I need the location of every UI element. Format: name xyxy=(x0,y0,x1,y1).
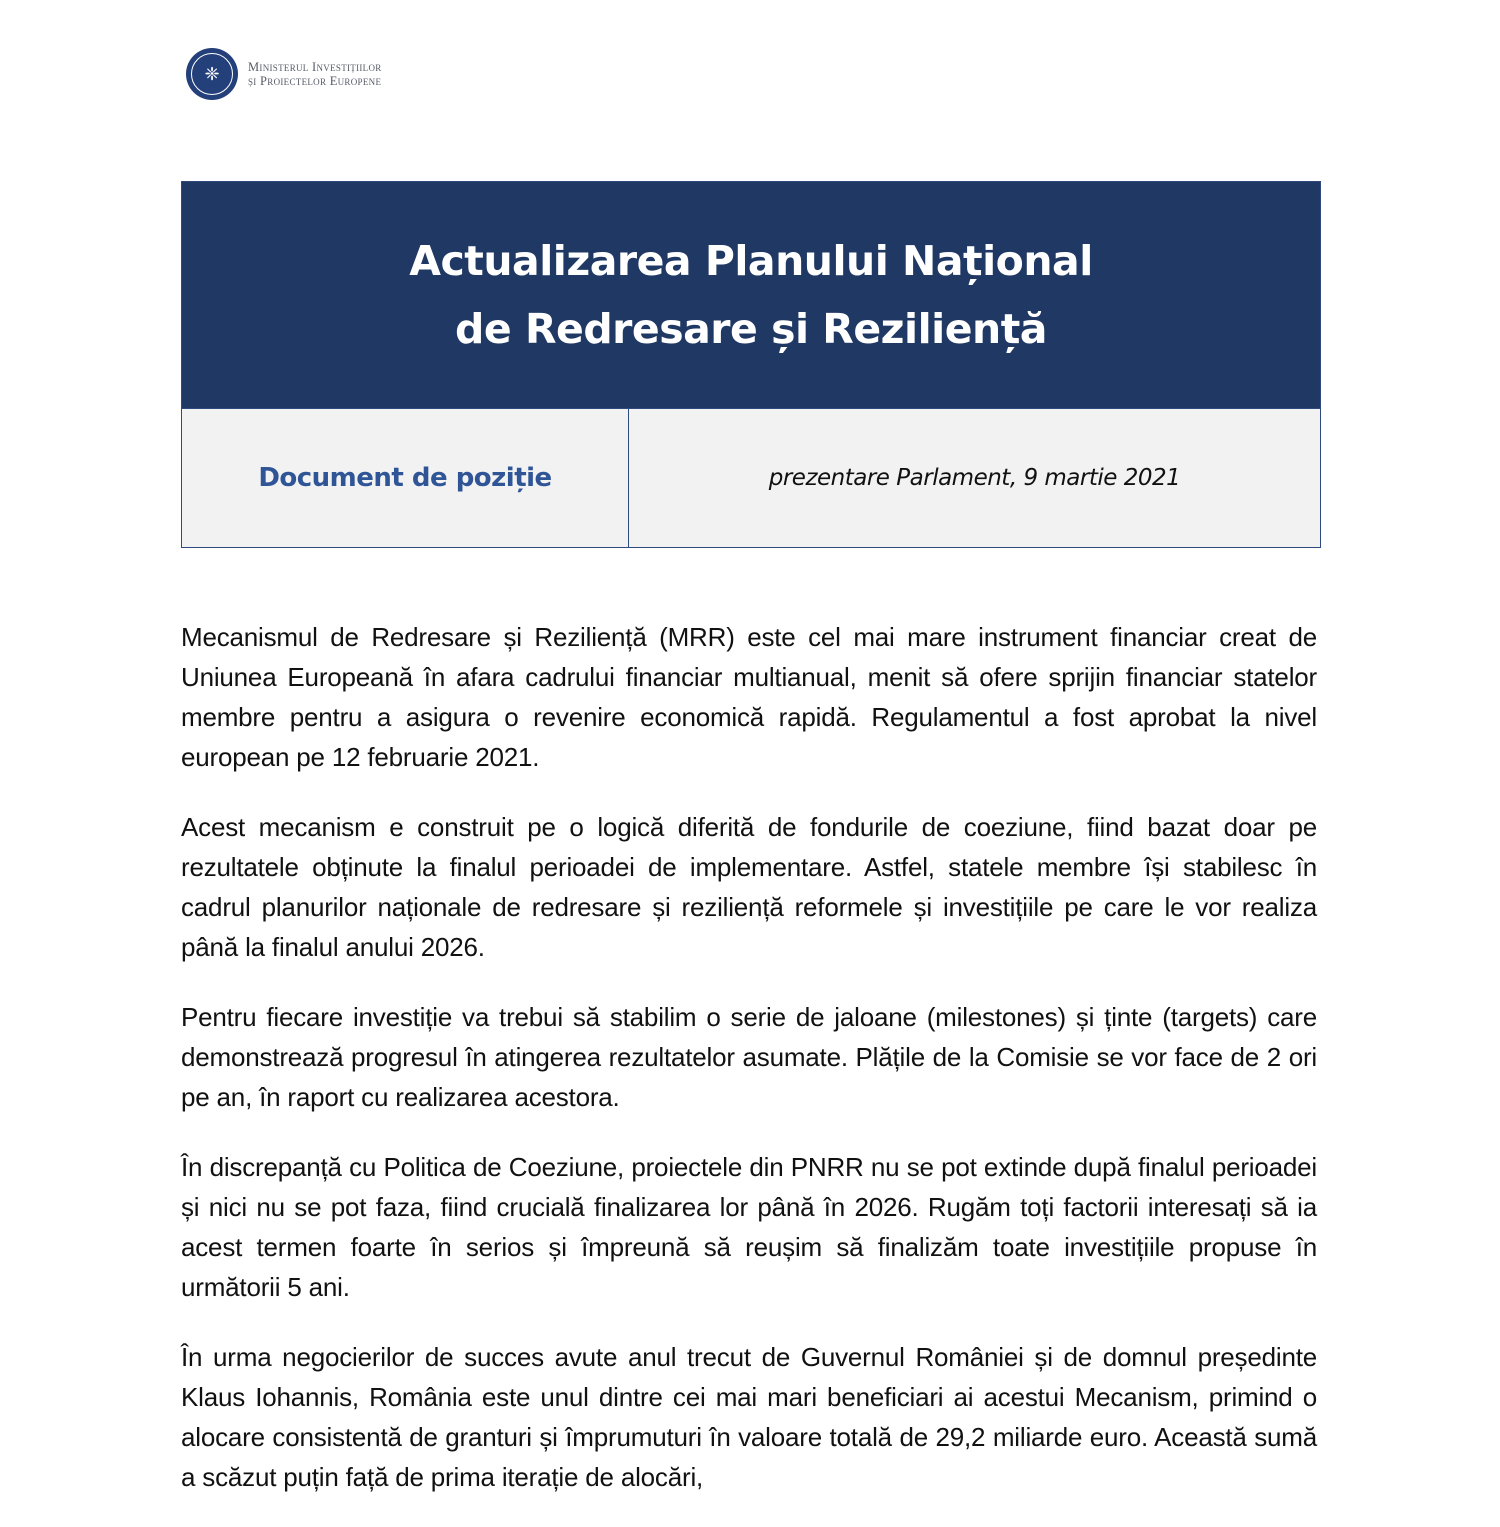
paragraph: Mecanismul de Redresare și Reziliență (MRR) este cel mai mare instrument financiar creat de Uniunea Europeană în afara cadrului financiar multianual, menit să ofere sprijin financiar statelor membre pentru a asigura o revenire economică rapidă. Regulamentul a fost aprobat la nivel european pe 12 februarie 2021. xyxy=(181,622,1317,772)
document-body xyxy=(181,617,1317,1527)
subtitle-row xyxy=(182,408,1320,547)
paragraph: Pentru fiecare investiție va trebui să stabilim o serie de jaloane (milestones) și ținte (targets) care demonstrează progresul în atingerea rezultatelor asumate. Plățile de la Comisie se vor face de 2 ori pe an, în raport cu realizarea acestora. xyxy=(181,1002,1317,1112)
ministry-name-line1: Ministerul Investițiilor xyxy=(248,60,382,74)
government-seal-icon xyxy=(186,48,238,100)
ministry-name xyxy=(248,60,382,88)
ministry-logo xyxy=(186,48,382,100)
title-box xyxy=(181,181,1321,548)
title-line-2: de Redresare și Reziliență xyxy=(455,305,1047,353)
document-title xyxy=(182,182,1320,408)
title-line-1: Actualizarea Planului Național xyxy=(409,237,1093,285)
paragraph: În urma negocierilor de succes avute anul trecut de Guvernul României și de domnul președinte Klaus Iohannis, România este unul dintre cei mai mari beneficiari ai acestui Mecanism, primind o alocare consistentă de granturi și împrumuturi în valoare totală de 29,2 miliarde euro. Această sumă a scăzut puțin față de prima iterație de alocări, xyxy=(181,1342,1317,1492)
document-type: Document de poziție xyxy=(182,409,629,547)
presentation-date: prezentare Parlament, 9 martie 2021 xyxy=(768,465,1181,491)
eagle-icon: ❈ xyxy=(204,63,220,85)
paragraph: În discrepanță cu Politica de Coeziune, proiectele din PNRR nu se pot extinde după finalul perioadei și nici nu se pot faza, fiind crucială finalizarea lor până în 2026. Rugăm toți factorii interesați să ia acest termen foarte în serios și împreună să reușim să finalizăm toate investițiile propuse în următorii 5 ani. xyxy=(181,1152,1317,1302)
ministry-name-line2: și Proiectelor Europene xyxy=(248,74,382,88)
paragraph: Acest mecanism e construit pe o logică diferită de fondurile de coeziune, fiind bazat doar pe rezultatele obținute la finalul perioadei de implementare. Astfel, statele membre își stabilesc în cadrul planurilor naționale de redresare și reziliență reformele și investițiile pe care le vor realiza până la finalul anului 2026. xyxy=(181,812,1317,962)
